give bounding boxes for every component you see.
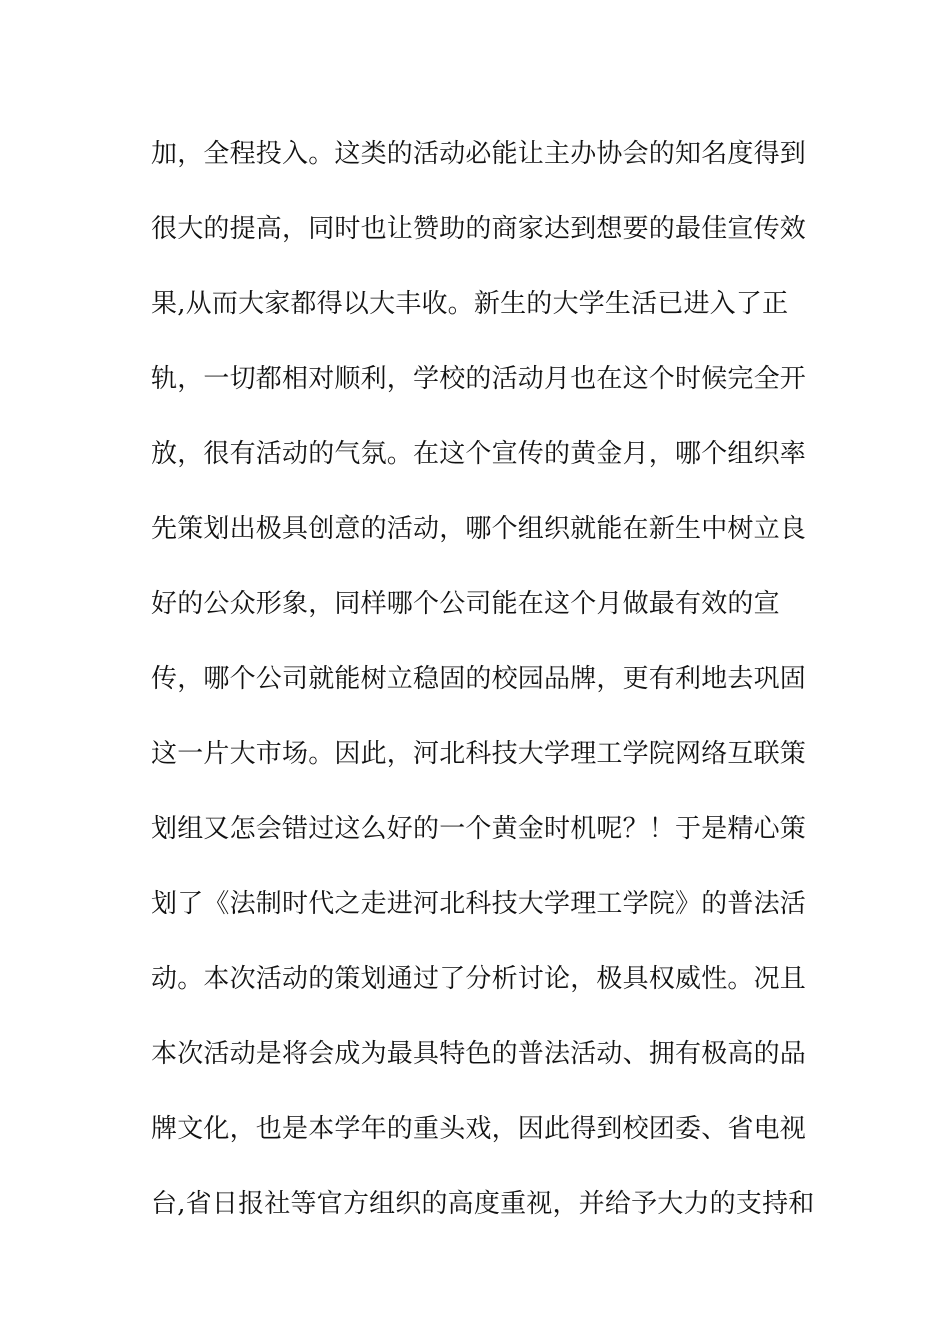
text-line: 本次活动是将会成为最具特色的普法活动、拥有极高的品 (151, 1039, 807, 1069)
text-line: 很大的提高，同时也让赞助的商家达到想要的最佳宣传效 (151, 214, 807, 244)
text-line: 传，哪个公司就能树立稳固的校园品牌，更有利地去巩固 (151, 664, 807, 694)
text-line: 加，全程投入。这类的活动必能让主办协会的知名度得到 (151, 139, 807, 169)
text-line: 放，很有活动的气氛。在这个宣传的黄金月，哪个组织率 (151, 439, 807, 469)
text-line: 动。本次活动的策划通过了分析讨论，极具权威性。况且 (151, 964, 807, 994)
text-line: 牌文化，也是本学年的重头戏，因此得到校团委、省电视 (151, 1114, 807, 1144)
text-line: 划了《法制时代之走进河北科技大学理工学院》的普法活 (151, 889, 807, 919)
text-line: 台,省日报社等官方组织的高度重视，并给予大力的支持和 (151, 1189, 815, 1219)
body-text (151, 130, 815, 1255)
text-line: 划组又怎会错过这么好的一个黄金时机呢？！于是精心策 (151, 814, 807, 844)
text-line: 先策划出极具创意的活动，哪个组织就能在新生中树立良 (151, 514, 807, 544)
text-line: 轨，一切都相对顺利，学校的活动月也在这个时候完全开 (151, 364, 807, 394)
text-line: 好的公众形象，同样哪个公司能在这个月做最有效的宣 (151, 589, 780, 619)
text-line: 果,从而大家都得以大丰收。新生的大学生活已进入了正 (151, 289, 789, 319)
text-line: 这一片大市场。因此，河北科技大学理工学院网络互联策 (151, 739, 807, 769)
